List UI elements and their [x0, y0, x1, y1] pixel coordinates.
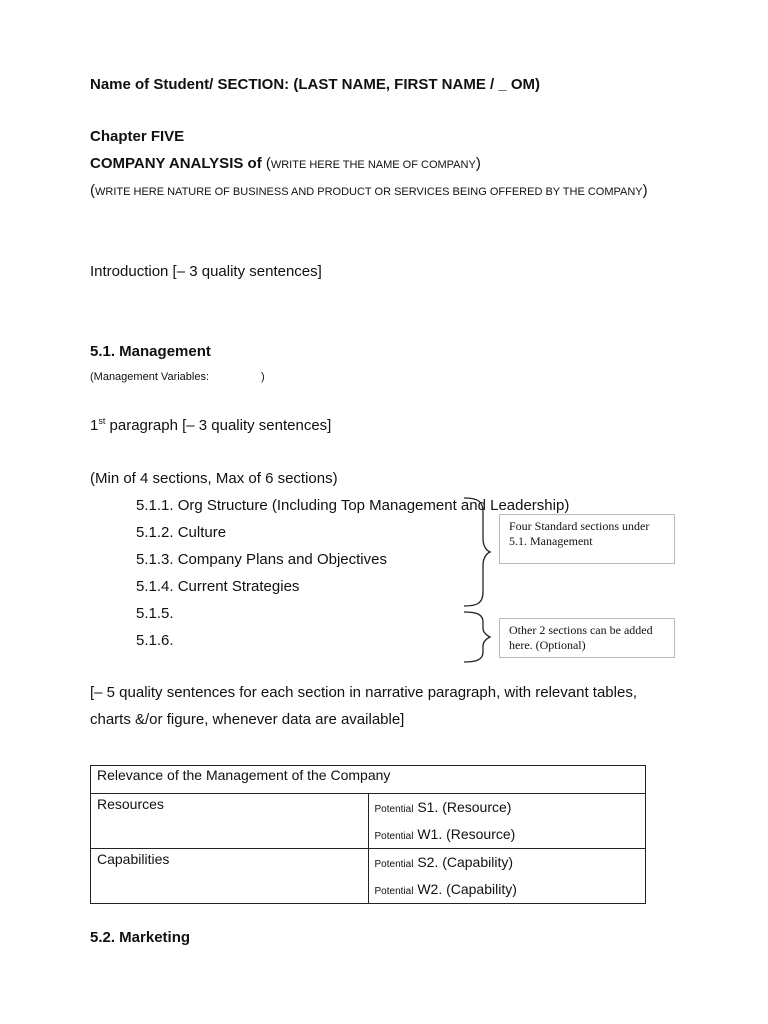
relevance-table: [90, 765, 646, 904]
subsection-item: 5.1.1. Org Structure (Including Top Management and Leadership): [136, 497, 570, 514]
row-label-capabilities: Capabilities: [91, 849, 369, 904]
subsection-item: 5.1.5.: [136, 605, 174, 622]
company-name-placeholder: WRITE HERE THE NAME OF COMPANY: [270, 159, 476, 171]
business-nature-line: (WRITE HERE NATURE OF BUSINESS AND PRODUCT OR SERVICES BEING OFFERED BY THE COMPANY): [90, 182, 648, 199]
narrative-instruction-line-2: charts &/or figure, whenever data are available]: [90, 711, 405, 728]
analysis-title: COMPANY ANALYSIS of: [90, 155, 262, 172]
narrative-instruction-line-1: [– 5 quality sentences for each section in narrative paragraph, with relevant tables,: [90, 684, 637, 701]
sections-note: (Min of 4 sections, Max of 6 sections): [90, 470, 338, 487]
management-variables: (Management Variables: ): [90, 371, 265, 383]
table-row: [91, 849, 646, 904]
business-nature-placeholder: WRITE HERE NATURE OF BUSINESS AND PRODUCT OR SERVICES BEING OFFERED BY THE COMPANY: [95, 186, 643, 198]
table-row: [91, 794, 646, 849]
table-header-row: [91, 766, 646, 794]
first-paragraph-line: 1st paragraph [– 3 quality sentences]: [90, 416, 332, 434]
subsection-item: 5.1.3. Company Plans and Objectives: [136, 551, 387, 568]
row-items: Potential S2. (Capability) Potential W2. (Capability): [368, 849, 646, 904]
standard-sections-note: Four Standard sections under 5.1. Management: [499, 514, 675, 564]
row-label-resources: Resources: [91, 794, 369, 849]
subsection-item: 5.1.2. Culture: [136, 524, 227, 541]
student-name-line: Name of Student/ SECTION: (LAST NAME, FIRST NAME / _ OM): [90, 76, 540, 93]
subsection-item: 5.1.6.: [136, 632, 174, 649]
standard-sections-brace: [460, 496, 500, 608]
strength-item: S2. (Capability): [417, 854, 514, 870]
company-analysis-line: COMPANY ANALYSIS of (WRITE HERE THE NAME OF COMPANY): [90, 155, 481, 172]
subsection-item: 5.1.4. Current Strategies: [136, 578, 300, 595]
table-title: Relevance of the Management of the Company: [91, 766, 646, 794]
marketing-heading: 5.2. Marketing: [90, 929, 191, 946]
introduction-line: Introduction [– 3 quality sentences]: [90, 263, 322, 280]
weakness-item: W2. (Capability): [417, 881, 517, 897]
optional-sections-note: Other 2 sections can be added here. (Optional): [499, 618, 675, 658]
strength-item: S1. (Resource): [417, 799, 512, 815]
optional-sections-brace: [460, 610, 500, 664]
row-items: Potential S1. (Resource) Potential W1. (Resource): [368, 794, 646, 849]
management-heading: 5.1. Management: [90, 343, 211, 360]
chapter-title: Chapter FIVE: [90, 128, 185, 145]
weakness-item: W1. (Resource): [417, 826, 516, 842]
